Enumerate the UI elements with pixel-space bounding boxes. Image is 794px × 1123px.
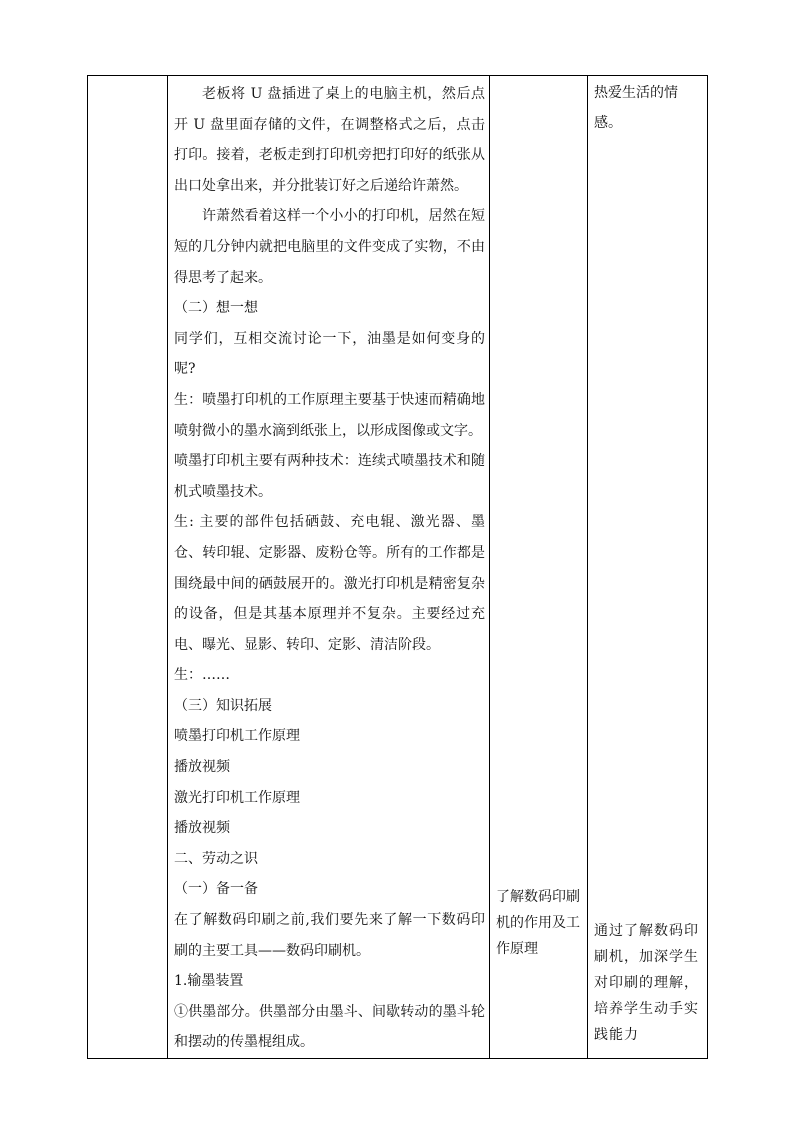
lesson-table (87, 75, 708, 1059)
table-row (88, 76, 708, 1059)
goal-cell (490, 76, 588, 1059)
section-heading-think: （二）想一想 (174, 300, 258, 317)
expand-item-3: 激光打印机工作原理 (174, 789, 300, 806)
empty-cell (88, 76, 168, 1059)
story-paragraph-1: 老板将 U 盘插进了桌上的电脑主机，然后点开 U 盘里面存储的文件，在调整格式之后，点击打印。接着，老板走到打印机旁把打印好的纸张从出口处拿出来，并分批装订好之后递给许萧然。 (174, 86, 485, 194)
intent-text-top: 热爱生活的情感。 (594, 85, 678, 131)
prepare-paragraph: 在了解数码印刷之前,我们要先来了解一下数码印刷的主要工具——数码印刷机。 (174, 912, 485, 959)
story-paragraph-2: 许萧然看着这样一个小小的打印机，居然在短短的几分钟内就把电脑里的文件变成了实物，不由得思考了起来。 (174, 208, 485, 286)
answer-text-2: 喷墨打印机主要有两种技术：连续式喷墨技术和随机式喷墨技术。 (174, 453, 485, 500)
answer-text-1: 生：喷墨打印机的工作原理主要基于快速而精确地喷射微小的墨水滴到纸张上，以形成图像或文字。 (174, 391, 485, 439)
teaching-process-cell (168, 76, 490, 1059)
section-heading-prepare: （一）备一备 (174, 881, 258, 898)
goal-text: 了解数码印刷机的作用及工作原理 (496, 889, 580, 957)
ink-supply-paragraph: ①供墨部分。供墨部分由墨斗、间歇转动的墨斗轮和摆动的传墨棍组成。 (174, 1003, 485, 1051)
expand-item-4: 播放视频 (174, 820, 230, 837)
ink-device-heading: 1.输墨装置 (174, 973, 244, 990)
expand-item-2: 播放视频 (174, 759, 230, 776)
intent-cell (588, 76, 708, 1059)
question-text: 同学们，互相交流讨论一下，油墨是如何变身的呢? (174, 330, 485, 378)
expand-item-1: 喷墨打印机工作原理 (174, 728, 300, 745)
section-heading-expand: （三）知识拓展 (174, 697, 272, 714)
section-heading-labor: 二、劳动之识 (174, 850, 258, 867)
answer-text-4: 生：…… (174, 667, 230, 684)
intent-text-bottom: 通过了解数码印刷机，加深学生对印刷的理解，培养学生动手实践能力 (594, 923, 699, 1043)
answer-text-3: 生: 主要的部件包括硒鼓、充电辊、激光器、墨仓、转印辊、定影器、废粉仓等。所有的工作都是围绕最中间的硒鼓展开的。激光打印机是精密复杂的设备，但是其基本原理并不复杂。主要经过充电、曝光、显影、转印、定影、清洁阶段。 (174, 514, 485, 653)
